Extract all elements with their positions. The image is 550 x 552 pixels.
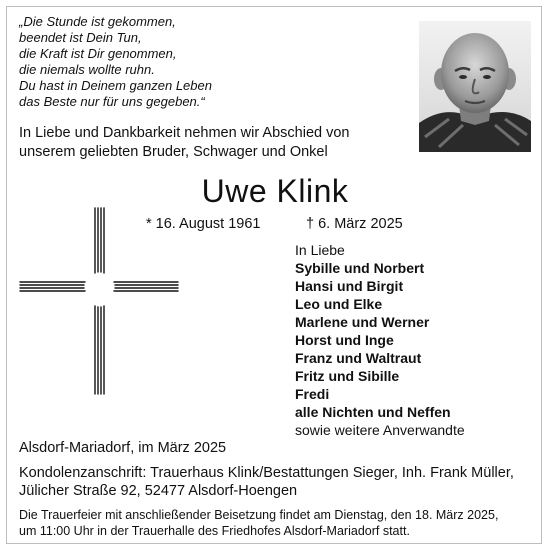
mourner-name: Hansi und Birgit [295, 278, 404, 294]
poem-line: das Beste nur für uns gegeben.“ [19, 94, 205, 109]
funeral-line: um 11:00 Uhr in der Trauerhalle des Friedhofes Alsdorf-Mariadorf statt. [19, 524, 410, 538]
mourner-name: Franz und Waltraut [295, 350, 422, 366]
birth-date: * 16. August 1961 [146, 216, 261, 232]
mourners-lead: In Liebe [295, 242, 345, 258]
poem [19, 14, 212, 110]
condolence-address [19, 464, 514, 500]
poem-line: Du hast in Deinem ganzen Leben [19, 78, 212, 93]
mourner-name: alle Nichten und Neffen [295, 404, 451, 420]
mourner-name: Horst und Inge [295, 332, 394, 348]
cross-icon [18, 206, 180, 396]
portrait-photo [419, 21, 531, 152]
mourner-name: Fredi [295, 386, 330, 402]
condolence-line: Kondolenzanschrift: Trauerhaus Klink/Bestattungen Sieger, Inh. Frank Müller, [19, 465, 514, 481]
poem-line: beendet ist Dein Tun, [19, 30, 142, 45]
mourner-name: Fritz und Sibille [295, 368, 400, 384]
intro-text [19, 124, 349, 162]
death-date: † 6. März 2025 [306, 216, 403, 232]
intro-line: unserem geliebten Bruder, Schwager und Onkel [19, 144, 328, 160]
mourner-name: Sybille und Norbert [295, 260, 425, 276]
poem-line: „Die Stunde ist gekommen, [19, 14, 176, 29]
funeral-info [19, 507, 498, 539]
mourners-list [295, 241, 465, 439]
deceased-name: Uwe Klink [201, 173, 349, 209]
mourners-closing: sowie weitere Anverwandte [295, 422, 465, 438]
mourner-name: Marlene und Werner [295, 314, 430, 330]
funeral-line: Die Trauerfeier mit anschließender Beisetzung findet am Dienstag, den 18. März 2025, [19, 508, 499, 522]
poem-line: die Kraft ist Dir genommen, [19, 46, 177, 61]
mourner-name: Leo und Elke [295, 296, 383, 312]
intro-line: In Liebe und Dankbarkeit nehmen wir Abschied von [19, 125, 350, 141]
condolence-line: Jülicher Straße 92, 52477 Alsdorf-Hoengen [19, 483, 298, 499]
poem-line: die niemals wollte ruhn. [19, 62, 155, 77]
place-date: Alsdorf-Mariadorf, im März 2025 [19, 440, 227, 456]
